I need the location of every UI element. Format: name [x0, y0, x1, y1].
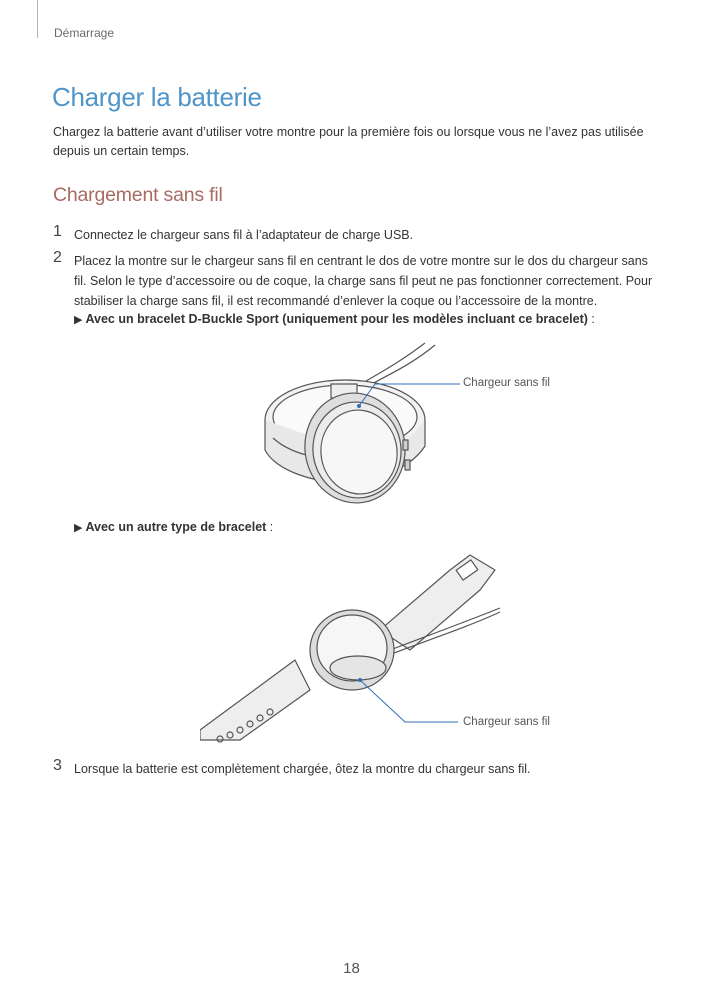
- figure-caption-1: [74, 312, 595, 326]
- step-number: 1: [53, 223, 62, 240]
- caption-label: Avec un bracelet D-Buckle Sport (uniquement pour les modèles incluant ce bracelet): [85, 312, 588, 326]
- callout-line: [360, 680, 458, 722]
- section-label: Démarrage: [54, 26, 115, 40]
- step-text: Connectez le chargeur sans fil à l’adaptateur de charge USB.: [74, 228, 414, 242]
- step-2: [53, 251, 653, 311]
- section-subtitle: Chargement sans fil: [53, 184, 223, 206]
- page-title: Charger la batterie: [52, 82, 262, 112]
- header-rule: [37, 0, 38, 38]
- page-number: 18: [343, 960, 360, 977]
- caption-suffix: :: [587, 312, 595, 326]
- caption-label: Avec un autre type de bracelet: [85, 520, 267, 534]
- figure-dbuckle-watch: [255, 340, 555, 510]
- callout-label-1: Chargeur sans fil: [463, 377, 550, 389]
- step-1: [53, 225, 653, 245]
- charger-puck: [330, 656, 386, 680]
- caption-suffix: :: [266, 520, 274, 534]
- play-arrow-icon: ▶: [74, 314, 83, 326]
- callout-label-2: Chargeur sans fil: [463, 716, 550, 728]
- step-text: Lorsque la batterie est complètement chargée, ôtez la montre du chargeur sans fil.: [74, 762, 531, 776]
- callout-dot: [357, 404, 361, 408]
- callout-dot: [358, 678, 362, 682]
- figure-caption-2: [74, 520, 273, 534]
- step-text: Placez la montre sur le chargeur sans fil en centrant le dos de votre montre sur le dos du chargeur sans fil. Selon le type d’accessoire ou de coque, la charge sans fil peut ne pas fonctionner correctement. Pour stabiliser la charge sans fil, il est recommandé d’enlever la coque ou l’accessoire de la montre.: [74, 254, 653, 308]
- band-bottom: [200, 660, 310, 740]
- intro-paragraph: Chargez la batterie avant d’utiliser votre montre pour la première fois ou lorsque vous ne l’avez pas utilisée depuis un certain temps.: [53, 125, 644, 158]
- step-number: 2: [53, 249, 62, 266]
- step-number: 3: [53, 757, 62, 774]
- step-3: [53, 759, 653, 779]
- play-arrow-icon: ▶: [74, 522, 83, 534]
